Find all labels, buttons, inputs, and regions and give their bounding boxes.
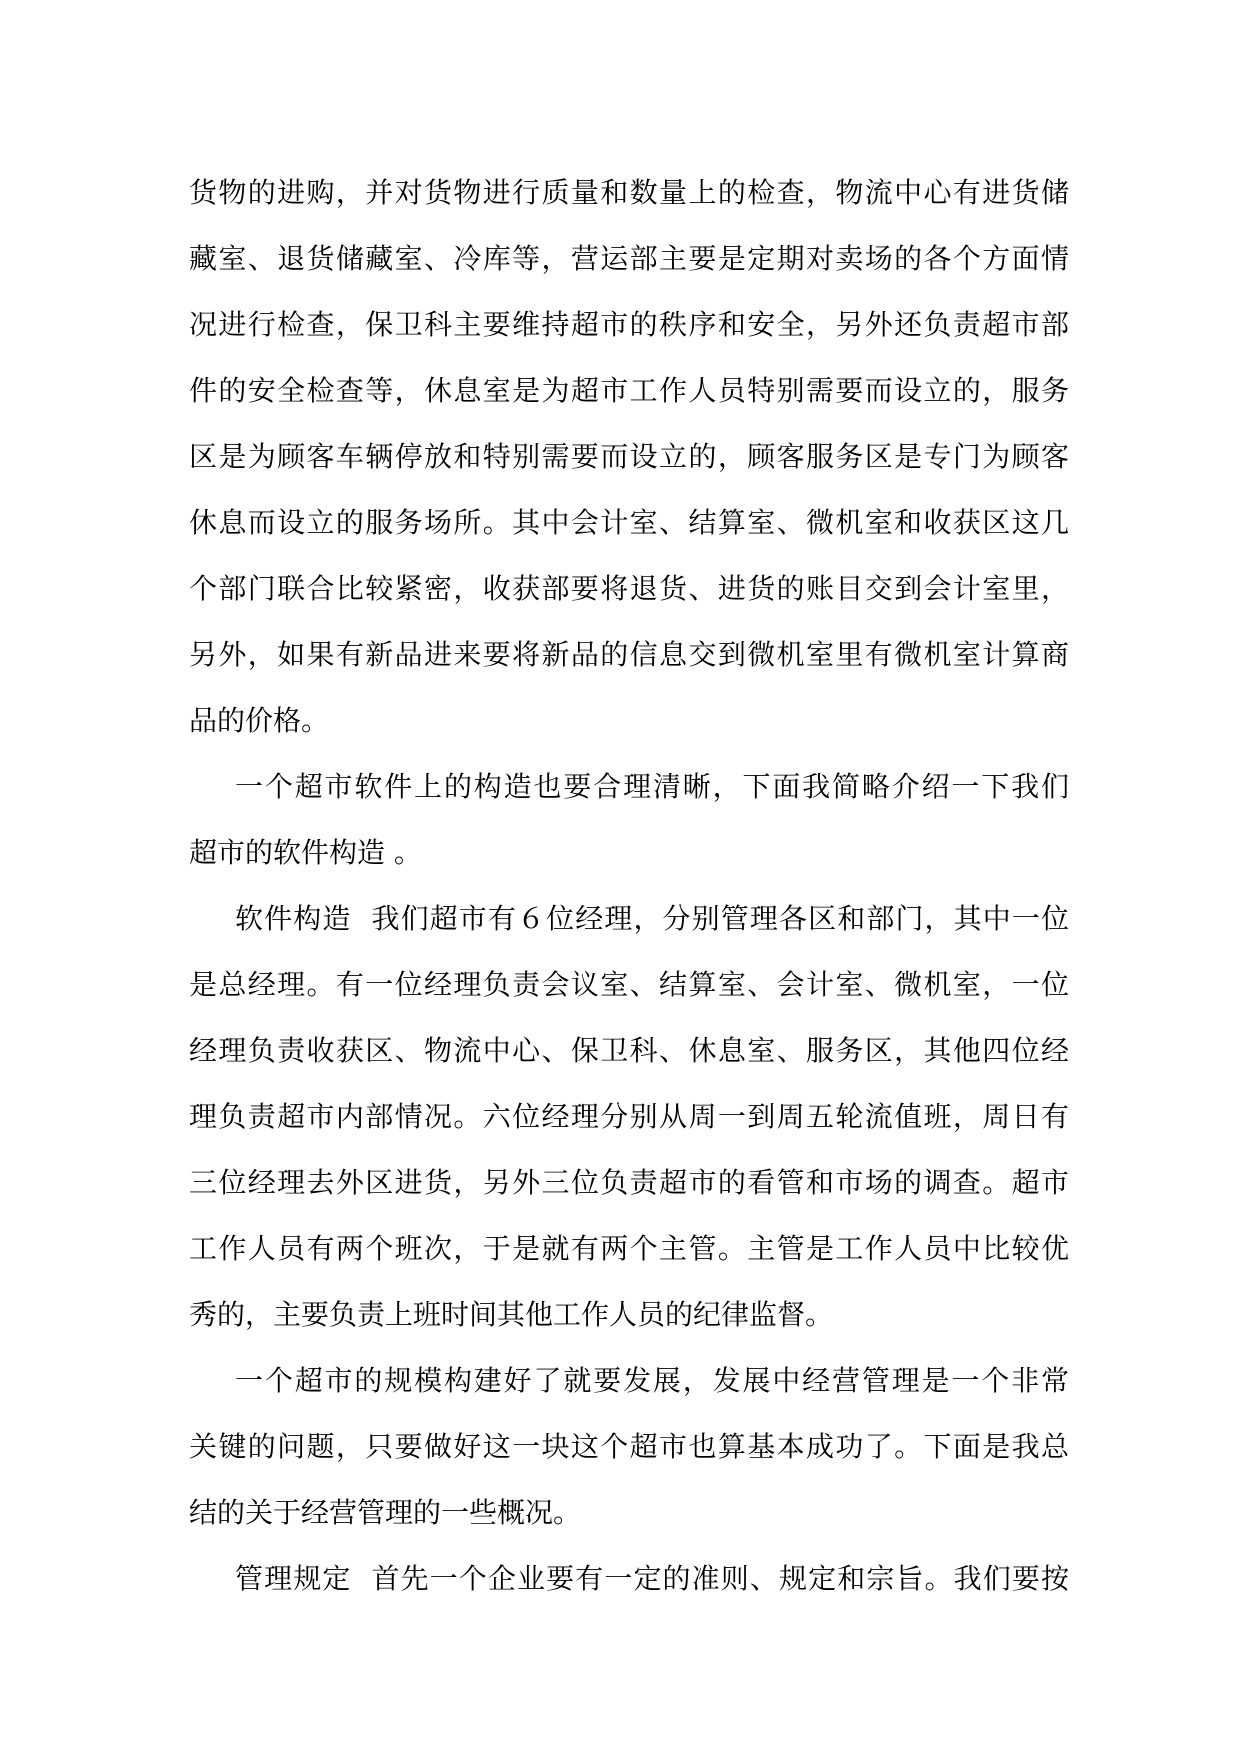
text-line-7: 个部门联合比较紧密，收获部要将退货、进货的账目交到会计室里，: [189, 572, 1069, 605]
text-line-3: 况进行检查，保卫科主要维持超市的秩序和安全，另外还负责超市部: [189, 308, 1069, 341]
text-line-6: 休息而设立的服务场所。其中会计室、结算室、微机室和收获区这几: [189, 506, 1069, 539]
text-line-21: 结的关于经营管理的一些概况。: [189, 1496, 582, 1529]
text-line-19: 一个超市的规模构建好了就要发展，发展中经营管理是一个非常: [235, 1364, 1069, 1397]
text-line-13: 是总经理。有一位经理负责会议室、结算室、会计室、微机室，一位: [189, 968, 1069, 1001]
text-line-16: 三位经理去外区进货，另外三位负责超市的看管和市场的调查。超市: [189, 1166, 1069, 1199]
text-line-15: 理负责超市内部情况。六位经理分别从周一到周五轮流值班，周日有: [189, 1100, 1069, 1133]
text-line-2: 藏室、退货储藏室、冷库等，营运部主要是定期对卖场的各个方面情: [189, 242, 1069, 275]
text-line-20: 关键的问题，只要做好这一块这个超市也算基本成功了。下面是我总: [189, 1430, 1069, 1463]
text-line-11: 超市的软件构造 。: [189, 836, 422, 869]
text-line-14: 经理负责收获区、物流中心、保卫科、休息室、服务区，其他四位经: [189, 1034, 1069, 1067]
text-line-22: 管理规定 首先一个企业要有一定的准则、规定和宗旨。我们要按: [235, 1562, 1069, 1595]
text-line-5: 区是为顾客车辆停放和特别需要而设立的，顾客服务区是专门为顾客: [189, 440, 1069, 473]
body-text: [189, 160, 1069, 1612]
text-line-8: 另外，如果有新品进来要将新品的信息交到微机室里有微机室计算商: [189, 638, 1069, 671]
text-line-12: 软件构造 我们超市有６位经理，分别管理各区和部门，其中一位: [235, 902, 1069, 935]
text-line-18: 秀的，主要负责上班时间其他工作人员的纪律监督。: [189, 1298, 834, 1331]
text-line-4: 件的安全检查等，休息室是为超市工作人员特别需要而设立的，服务: [189, 374, 1069, 407]
text-line-17: 工作人员有两个班次，于是就有两个主管。主管是工作人员中比较优: [189, 1232, 1069, 1265]
text-line-9: 品的价格。: [189, 704, 330, 737]
text-line-10: 一个超市软件上的构造也要合理清晰，下面我简略介绍一下我们: [235, 770, 1069, 803]
text-line-1: 货物的进购，并对货物进行质量和数量上的检查，物流中心有进货储: [189, 176, 1069, 209]
